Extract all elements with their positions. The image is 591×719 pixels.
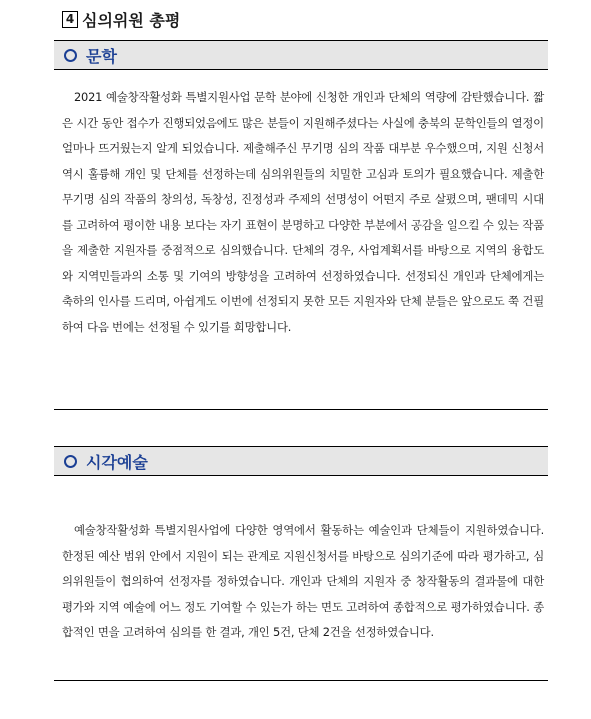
section-title-literature: 문학 bbox=[86, 46, 117, 66]
section-divider bbox=[54, 680, 548, 681]
section-number-box: 4 bbox=[62, 11, 78, 28]
page-title: 심의위원 총평 bbox=[82, 10, 181, 30]
literature-review-text: 2021 예술창작활성화 특별지원사업 문학 분야에 신청한 개인과 단체의 역량에 감탄했습니다. 짧은 시간 동안 접수가 진행되었음에도 많은 분들이 지원해주셨다는 사실에 충북의 문학인들의 열정이 얼마나 뜨거웠는지 알게 되었습니다. 제출해주신 무기명 심의 작품 대부분 우수했으며, 지원 신청서 역시 훌륭해 개인 및 단체를 선정하는데 심의위원들의 치밀한 고심과 토의가 필요했습니다. 제출한 무기명 심의 작품의 창의성, 독창성, 진정성과 주제의 선명성이 어떤지 주로 살폈으며, 팬데믹 시대를 고려하여 평이한 내용 보다는 자기 표현이 분명하고 다양한 부분에서 공감을 일으킬 수 있는 작품을 제출한 지원자를 중점적으로 심의했습니다. 단체의 경우, 사업계획서를 바탕으로 지역의 융합도와 지역민들과의 소통 및 기여의 방향성을 고려하여 선정하였습니다. 선정되신 개인과 단체에게는 축하의 인사를 드리며, 아쉽게도 이번에 선정되지 못한 모든 지원자와 단체 분들은 앞으로도 쭉 건필하여 다음 번에는 선정될 수 있기를 희망합니다. bbox=[62, 90, 544, 334]
circle-outline-icon bbox=[64, 49, 77, 62]
section-header-visual-arts bbox=[54, 446, 548, 476]
section-title-visual-arts: 시각예술 bbox=[86, 452, 148, 472]
page-heading bbox=[62, 9, 180, 29]
section-divider bbox=[54, 409, 548, 410]
circle-outline-icon bbox=[64, 455, 77, 468]
visual-arts-review-text: 예술창작활성화 특별지원사업에 다양한 영역에서 활동하는 예술인과 단체들이 지원하였습니다. 한정된 예산 범위 안에서 지원이 되는 관계로 지원신청서를 바탕으로 심의기준에 따라 평가하고, 심의위원들이 협의하여 선정자를 정하였습니다. 개인과 단체의 지원자 중 창작활동의 결과물에 대한 평가와 지역 예술에 어느 정도 기여할 수 있는가 하는 면도 고려하여 종합적으로 평가하였습니다. 종합적인 면을 고려하여 심의를 한 결과, 개인 5건, 단체 2건을 선정하였습니다. bbox=[62, 523, 544, 639]
section-header-literature bbox=[54, 40, 548, 70]
